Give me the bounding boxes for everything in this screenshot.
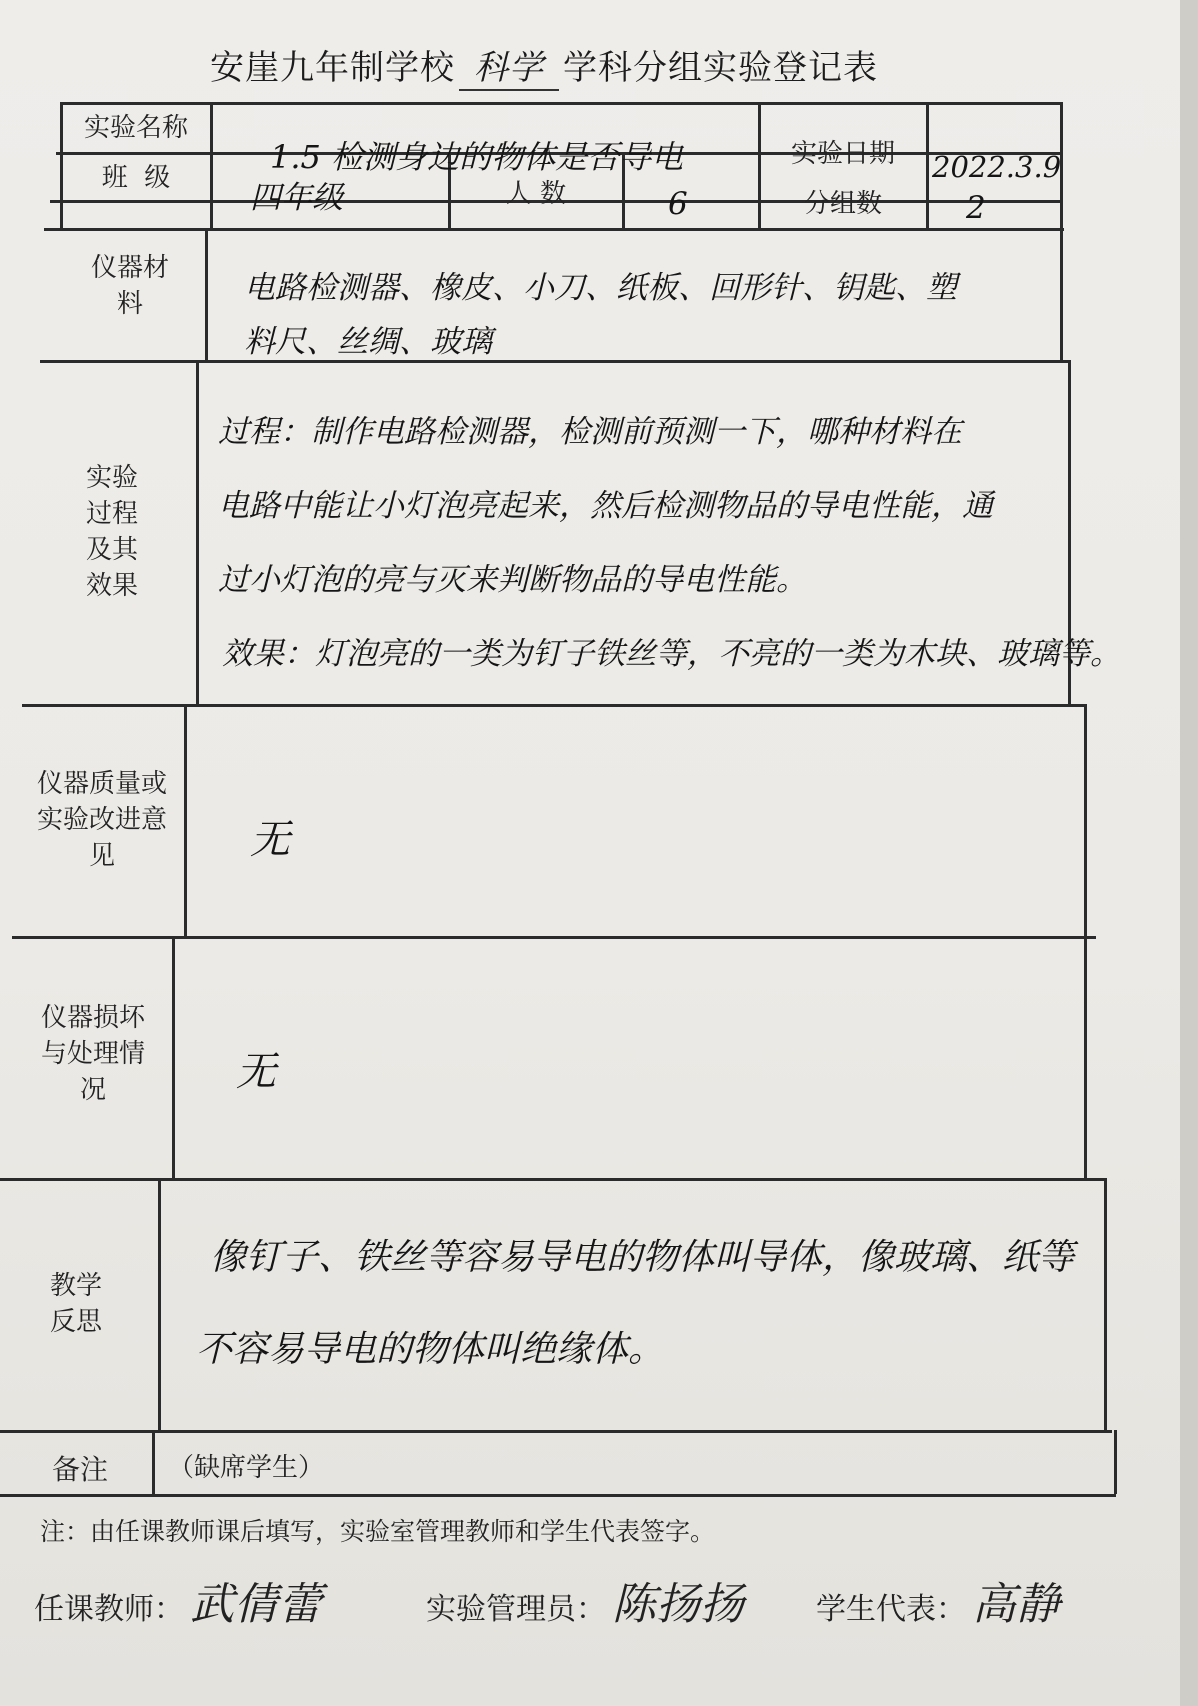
table-line (40, 360, 1070, 363)
value-quality: 无 (250, 817, 290, 863)
table-line (1084, 704, 1087, 1178)
admin-signature-row (426, 1568, 744, 1632)
label-class: 班 级 (101, 163, 171, 193)
value-experiment-name: 1.5 检测身边的物体是否导电 (270, 138, 684, 176)
table-line (0, 1430, 1112, 1433)
label-people-count: 人 数 (505, 179, 567, 209)
value-experiment-date: 2022.3.9 (932, 150, 1062, 184)
table-line (210, 102, 213, 228)
value-group-count: 2 (966, 190, 986, 226)
label-experiment-date: 实验日期 (790, 139, 895, 169)
page-edge-shadow (1180, 0, 1198, 1706)
subject-name: 科学 (459, 40, 559, 91)
table-line (44, 228, 1064, 231)
value-reflection-line2: 不容易导电的物体叫绝缘体。 (196, 1329, 665, 1370)
value-process-line2: 电路中能让小灯泡亮起来，然后检测物品的导电性能，通 (218, 488, 993, 524)
table-line (1104, 1178, 1107, 1430)
student-signature: 高静 (972, 1579, 1060, 1630)
student-signature-row (816, 1568, 1060, 1632)
footer-note: 注：由任课教师课后填写，实验室管理教师和学生代表签字。 (40, 1517, 716, 1546)
value-damage: 无 (236, 1049, 276, 1095)
label-experiment-name: 实验名称 (83, 113, 188, 143)
teacher-label: 任课教师： (34, 1592, 184, 1627)
label-damage: 仪器损坏与处理情况 (40, 1003, 145, 1105)
teacher-signature: 武倩蕾 (190, 1579, 322, 1630)
table-line (12, 936, 1096, 939)
value-class: 四年级 (250, 180, 343, 216)
value-remarks: （缺席学生） (168, 1453, 325, 1483)
table-line (172, 936, 175, 1178)
value-reflection-line1: 像钉子、铁丝等容易导电的物体叫导体，像玻璃、纸等 (210, 1237, 1075, 1278)
value-process-line1: 过程：制作电路检测器，检测前预测一下，哪种材料在 (218, 414, 962, 450)
table-line (0, 1494, 1116, 1497)
table-line (184, 704, 187, 936)
student-label: 学生代表： (816, 1592, 966, 1627)
label-materials: 仪器材料 (90, 253, 169, 319)
label-group-count: 分组数 (803, 189, 882, 219)
table-line (926, 102, 929, 228)
table-line (196, 360, 199, 704)
title-suffix: 学科分组实验登记表 (563, 48, 878, 88)
label-remarks: 备注 (51, 1453, 108, 1486)
table-line (1060, 102, 1063, 360)
admin-label: 实验管理员： (426, 1592, 606, 1627)
form-title (210, 40, 878, 91)
table-line (22, 704, 1086, 707)
admin-signature: 陈扬扬 (612, 1579, 744, 1630)
label-reflection: 教学反思 (49, 1271, 102, 1337)
table-line (0, 1178, 1106, 1181)
table-line (158, 1178, 161, 1430)
label-quality: 仪器质量或实验改进意见 (36, 769, 167, 871)
value-people-count: 6 (668, 186, 688, 222)
teacher-signature-row (34, 1568, 322, 1632)
value-process-line3: 过小灯泡的亮与灭来判断物品的导电性能。 (218, 562, 807, 598)
value-materials-line1: 电路检测器、橡皮、小刀、纸板、回形针、钥匙、塑 (244, 270, 957, 306)
table-line (1114, 1430, 1117, 1494)
label-process: 实验过程及其效果 (85, 463, 138, 601)
value-effect-line: 效果：灯泡亮的一类为钉子铁丝等，不亮的一类为木块、玻璃等。 (222, 636, 1121, 672)
table-line (205, 228, 208, 360)
value-materials-line2: 料尺、丝绸、玻璃 (244, 324, 492, 360)
table-line (152, 1430, 155, 1494)
school-name: 安崖九年制学校 (210, 48, 455, 88)
